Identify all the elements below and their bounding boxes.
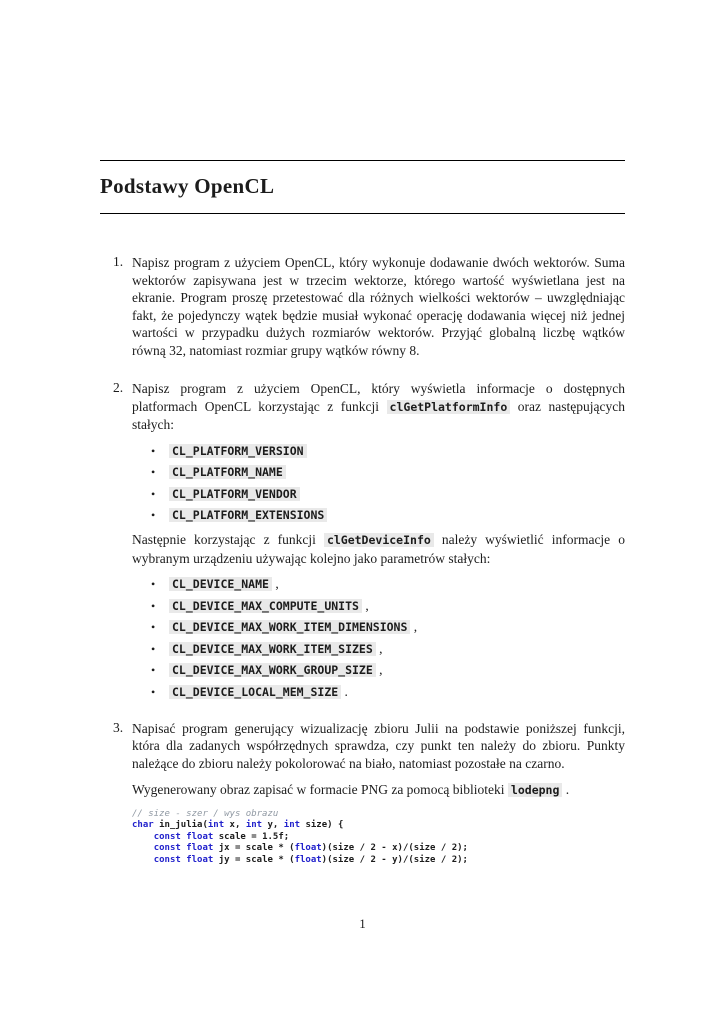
text-segment <box>132 832 154 842</box>
code-keyword: int <box>245 820 263 831</box>
exercise-item <box>100 720 625 867</box>
text-segment: scale = 1.5f; <box>213 831 290 842</box>
text-segment: )(size / 2 - y)/(size / 2); <box>321 854 468 865</box>
bullet-icon: • <box>151 641 156 656</box>
text-segment: Wygenerowany obraz zapisać w formacie PNG za pomocą biblioteki <box>132 782 508 798</box>
title-rule-top <box>100 160 625 161</box>
bullet-list <box>132 443 625 524</box>
item-body <box>132 254 625 368</box>
bullet-icon: • <box>151 620 156 635</box>
list-item-text <box>169 507 327 523</box>
text-segment: oraz następujących stałych: <box>132 398 625 433</box>
text-segment <box>132 855 154 865</box>
bullet-icon: • <box>151 443 156 458</box>
text-segment: jx = scale * ( <box>213 843 295 854</box>
list-item <box>151 641 625 657</box>
inline-code: clGetPlatformInfo <box>387 400 511 414</box>
list-item-text <box>169 619 417 635</box>
text-segment: , <box>375 640 383 656</box>
item-number: 1. <box>113 254 124 270</box>
inline-code: CL_PLATFORM_VENDOR <box>169 487 300 501</box>
text-segment: Napisz program z użyciem OpenCL, który wyświetla informacje o dostępnych platformach OpenCL korzystając z funkcji <box>132 381 625 414</box>
bullet-icon: • <box>151 486 156 501</box>
paragraph <box>132 531 625 567</box>
inline-code: CL_DEVICE_MAX_WORK_ITEM_DIMENSIONS <box>169 620 410 634</box>
code-keyword: float <box>294 854 322 865</box>
list-item <box>151 598 625 614</box>
inline-code: clGetDeviceInfo <box>324 533 434 547</box>
list-item <box>151 619 625 635</box>
list-item-text <box>169 598 369 614</box>
code-keyword: const float <box>153 854 214 865</box>
list-item-text <box>169 662 383 678</box>
item-number: 2. <box>113 380 124 396</box>
item-number: 3. <box>113 719 124 735</box>
inline-code: CL_PLATFORM_VERSION <box>169 444 307 458</box>
text-segment: Następnie korzystając z funkcji <box>132 532 324 548</box>
code-keyword: const float <box>153 843 214 854</box>
exercise-list <box>100 254 625 866</box>
text-segment: in_julia( <box>153 820 208 831</box>
text-segment <box>132 843 154 853</box>
text-segment: , <box>361 597 369 613</box>
text-segment: jy = scale * ( <box>213 854 295 865</box>
text-segment: x, <box>224 820 246 831</box>
text-segment: . <box>341 683 348 699</box>
page-title: Podstawy OpenCL <box>100 174 275 198</box>
list-item-text <box>169 576 279 592</box>
paragraph <box>132 720 625 773</box>
list-item <box>151 662 625 678</box>
page-number: 1 <box>359 916 366 931</box>
list-item <box>151 443 625 459</box>
inline-code: CL_PLATFORM_NAME <box>169 465 286 479</box>
bullet-list <box>132 576 625 700</box>
inline-code: CL_DEVICE_NAME <box>169 577 272 591</box>
paragraph <box>132 781 625 800</box>
inline-code: CL_DEVICE_MAX_WORK_GROUP_SIZE <box>169 663 376 677</box>
code-keyword: int <box>283 820 301 831</box>
code-line <box>132 832 625 844</box>
list-item <box>151 464 625 480</box>
bullet-icon: • <box>151 663 156 678</box>
bullet-icon: • <box>151 598 156 613</box>
code-block <box>132 809 625 867</box>
text-segment: należy wyświetlić informacje o wybranym urządzeniu używając kolejno jako parametrów stałych: <box>132 532 625 566</box>
list-item-text <box>169 464 286 480</box>
code-keyword: const float <box>153 831 214 842</box>
code-keyword: int <box>207 820 225 831</box>
inline-code: CL_DEVICE_MAX_WORK_ITEM_SIZES <box>169 642 376 656</box>
code-line <box>132 820 625 832</box>
text-segment: Napisać program generujący wizualizację zbioru Julii na podstawie poniższej funkcji, która dla zadanych współrzędnych sprawdza, czy punkt ten należy do zbioru. Punkty należące do zbioru należy pokolorować na biało, natomiast pozostałe na czarno. <box>132 720 625 771</box>
list-item <box>151 507 625 523</box>
code-keyword: float <box>294 843 322 854</box>
code-line <box>132 809 625 821</box>
text-segment: Napisz program z użyciem OpenCL, który wykonuje dodawanie dwóch wektorów. Suma wektorów zapisywana jest w trzecim wektorze, którego wartość wyświetlana jest na ekranie. Program proszę przetestować dla różnych wielkości wektorów – uwzględniając fakt, że pojedynczy wątek będzie musiał wykonać operację dodawania więcej niż jednej wartości w przypadku dużych rozmiarów wektorów. Przyjąć globalną liczbę wątków równą 32, natomiast rozmiar grupy wątków równy 8. <box>132 255 625 358</box>
text-segment: , <box>271 576 279 592</box>
paragraph <box>132 380 625 434</box>
code-keyword: char <box>132 820 154 831</box>
list-item <box>151 684 625 700</box>
inline-code: CL_DEVICE_LOCAL_MEM_SIZE <box>169 685 341 699</box>
title-rule-bottom <box>100 213 625 214</box>
bullet-icon: • <box>151 508 156 523</box>
text-segment: )(size / 2 - x)/(size / 2); <box>321 843 468 854</box>
list-item <box>151 576 625 592</box>
bullet-icon: • <box>151 465 156 480</box>
bullet-icon: • <box>151 577 156 592</box>
text-segment: size) { <box>300 820 344 831</box>
paragraph <box>132 254 625 359</box>
inline-code: lodepng <box>508 783 562 797</box>
text-segment: . <box>562 782 570 798</box>
code-line <box>132 855 625 867</box>
code-comment: // size - szer / wys obrazu <box>132 808 279 819</box>
bullet-icon: • <box>151 684 156 699</box>
item-body <box>132 720 625 867</box>
text-segment: y, <box>262 820 284 831</box>
item-body <box>132 380 625 708</box>
exercise-item <box>100 254 625 368</box>
inline-code: CL_PLATFORM_EXTENSIONS <box>169 508 327 522</box>
list-item-text <box>169 641 383 657</box>
text-segment: , <box>375 662 383 678</box>
list-item <box>151 486 625 502</box>
text-segment: , <box>410 619 418 635</box>
exercise-item <box>100 380 625 708</box>
inline-code: CL_DEVICE_MAX_COMPUTE_UNITS <box>169 599 362 613</box>
list-item-text <box>169 684 348 700</box>
list-item-text <box>169 443 307 459</box>
list-item-text <box>169 486 300 502</box>
code-line <box>132 843 625 855</box>
